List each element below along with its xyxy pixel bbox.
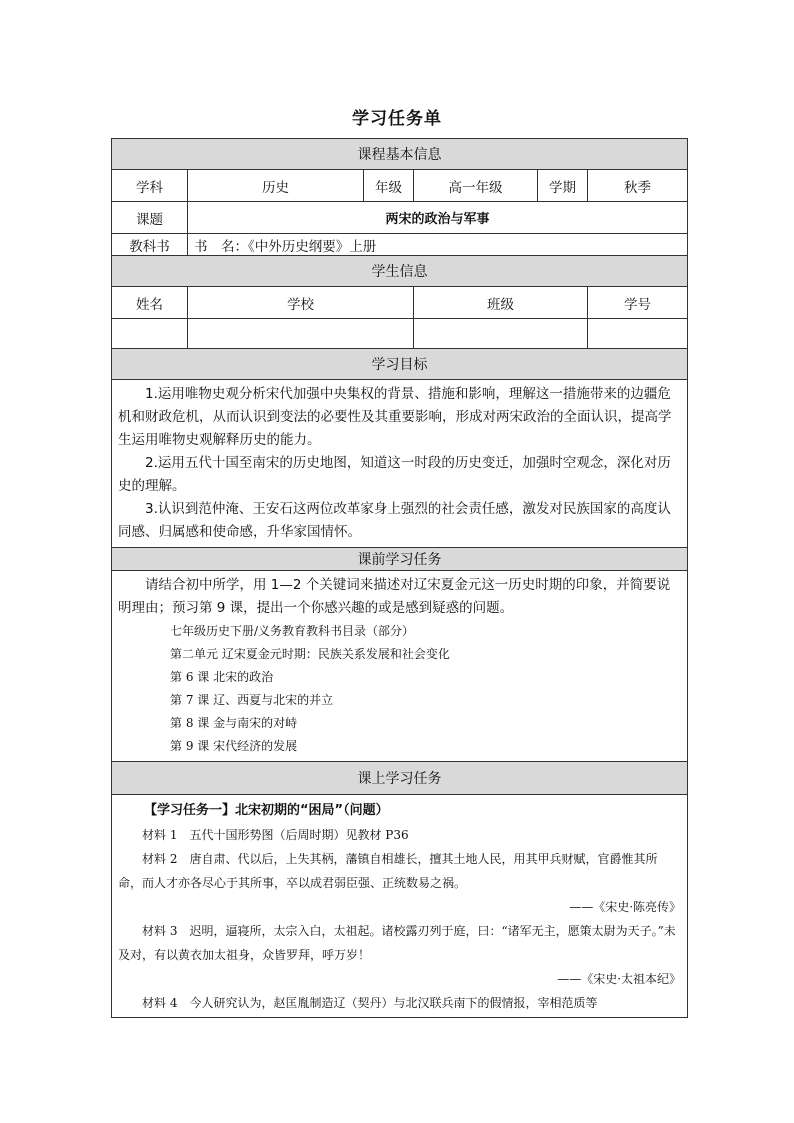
section-header-student-info: 学生信息	[112, 256, 688, 287]
topic-label: 课题	[112, 202, 188, 234]
subject-value: 历史	[188, 170, 364, 202]
toc-line: 第 9 课 宋代经济的发展	[170, 739, 298, 753]
material-3: 材料 3 迟明，逼寝所，太宗入白，太祖起。诸校露刃列于庭，曰：“诸军无主，愿策太尉为天子。”未及对，有以黄衣加太祖身，众皆罗拜，呼万岁！	[118, 924, 676, 962]
name-cell[interactable]	[112, 319, 188, 349]
goal-item: 3.认识到范仲淹、王安石这两位改革家身上强烈的社会责任感，激发对民族国家的高度认同感、归属感和使命感，升华家国情怀。	[118, 501, 671, 540]
subject-label: 学科	[112, 170, 188, 202]
goal-item: 1.运用唯物史观分析宋代加强中央集权的背景、措施和影响，理解这一措施带来的边疆危机和财政危机，从而认识到变法的必要性及其重要影响，形成对两宋政治的全面认识，提高学生运用唯物史观解释历史的能力。	[118, 386, 672, 448]
preclass-intro: 请结合初中所学，用 1—2 个关键词来描述对辽宋夏金元这一历史时期的印象，并简要说明理由；预习第 9 课，提出一个你感兴趣的或是感到疑惑的问题。	[118, 577, 671, 616]
section-header-goals: 学习目标	[112, 349, 688, 380]
preclass-content	[112, 571, 688, 762]
school-label: 学校	[188, 287, 414, 319]
toc-line: 第 8 课 金与南宋的对峙	[170, 716, 298, 730]
section-header-basic-info: 课程基本信息	[112, 139, 688, 170]
goals-content	[112, 380, 688, 548]
student-id-cell[interactable]	[588, 319, 688, 349]
material-2: 材料 2 唐自肃、代以后，上失其柄，藩镇自相雄长，擅其土地人民，用其甲兵财赋，官爵惟其所命，而人才亦各尽心于其所事，卒以成君弱臣强、正统数易之祸。	[118, 852, 658, 890]
textbook-toc	[118, 620, 681, 758]
page-title: 学习任务单	[352, 109, 442, 129]
topic-value: 两宋的政治与军事	[188, 202, 688, 234]
grade-label: 年级	[364, 170, 414, 202]
school-cell[interactable]	[188, 319, 414, 349]
textbook-value: 书 名：《中外历史纲要》上册	[188, 234, 688, 256]
material-2-source: ——《宋史·陈亮传》	[569, 900, 682, 914]
grade-value: 高一年级	[414, 170, 538, 202]
material-3-source: ——《宋史·太祖本纪》	[557, 972, 682, 986]
term-value: 秋季	[588, 170, 688, 202]
textbook-label: 教科书	[112, 234, 188, 256]
toc-line: 第 7 课 辽、西夏与北宋的并立	[170, 693, 334, 707]
section-header-preclass: 课前学习任务	[112, 548, 688, 571]
student-id-label: 学号	[588, 287, 688, 319]
task-sheet-table	[111, 138, 687, 1018]
term-label: 学期	[538, 170, 588, 202]
toc-line: 七年级历史下册/义务教育教科书目录（部分）	[170, 624, 415, 638]
task-one-heading: 【学习任务一】北宋初期的“困局”（问题）	[144, 803, 389, 818]
toc-line: 第 6 课 北宋的政治	[170, 670, 274, 684]
material-1: 材料 1 五代十国形势图（后周时期）见教材 P36	[142, 828, 409, 842]
goal-item: 2.运用五代十国至南宋的历史地图，知道这一时段的历史变迁，加强时空观念，深化对历史的理解。	[118, 455, 671, 494]
class-cell[interactable]	[414, 319, 588, 349]
class-label: 班级	[414, 287, 588, 319]
section-header-inclass: 课上学习任务	[112, 762, 688, 795]
name-label: 姓名	[112, 287, 188, 319]
inclass-content	[112, 795, 688, 1018]
material-4: 材料 4 今人研究认为，赵匡胤制造辽（契丹）与北汉联兵南下的假情报，宰相范质等	[142, 996, 598, 1010]
toc-line: 第二单元 辽宋夏金元时期：民族关系发展和社会变化	[170, 647, 450, 661]
